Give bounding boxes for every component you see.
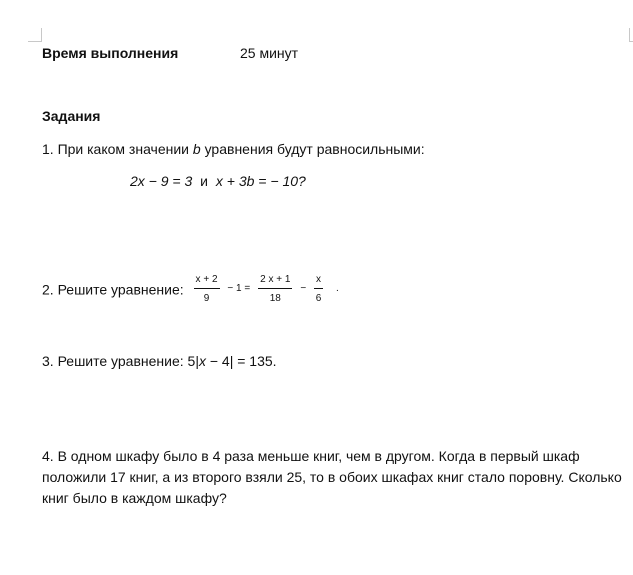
fraction-2-numerator: 2 x + 1 [258, 274, 292, 289]
task-1-equations [130, 172, 306, 190]
time-value: 25 минут [240, 45, 299, 61]
task-1-question-mark: ? [298, 173, 306, 189]
task-3-text [42, 352, 277, 370]
task-1-variable: b [192, 141, 201, 157]
task-1-prefix: 1. При каком значении [42, 141, 193, 157]
fraction-1 [194, 274, 220, 305]
page-corner-mark-right [629, 28, 633, 42]
fraction-3-numerator: x [314, 274, 323, 289]
task-3-suffix: − 4| = 135. [205, 353, 277, 369]
fraction-2 [258, 274, 292, 305]
operator-minus-one-equals: − 1 = [227, 283, 251, 295]
task-1-eq1: 2x − 9 = 3 [130, 173, 193, 189]
task-1-text [42, 140, 425, 158]
page-corner-mark-left [28, 28, 42, 42]
time-label: Время выполнения [42, 45, 179, 61]
task-1-eq2: x + 3b = − 10 [215, 173, 299, 189]
fraction-2-denominator: 18 [269, 292, 281, 304]
task-1-conjunction: и [200, 173, 208, 189]
fraction-1-numerator: x + 2 [194, 274, 220, 289]
task-4-text: 4. В одном шкафу было в 4 раза меньше книг, чем в другом. Когда в первый шкаф положили 17 книг, а из второго взяли 25, то в обоих шкафах книг стало поровну. Сколько книг было в каждом шкафу? [42, 448, 622, 506]
fraction-3-denominator: 6 [315, 292, 322, 304]
tasks-heading: Задания [42, 108, 101, 124]
task-3-prefix: 3. Решите уравнение: 5| [42, 353, 199, 369]
operator-minus: − [300, 283, 307, 295]
task-3-variable: x [198, 353, 206, 369]
fraction-3 [314, 274, 323, 305]
fraction-1-denominator: 9 [203, 292, 210, 304]
task-1-suffix: уравнения будут равносильными: [200, 141, 425, 157]
task-2-text [42, 270, 340, 306]
task-2-prefix: 2. Решите уравнение: [42, 281, 184, 298]
equation-period: . [335, 283, 339, 295]
